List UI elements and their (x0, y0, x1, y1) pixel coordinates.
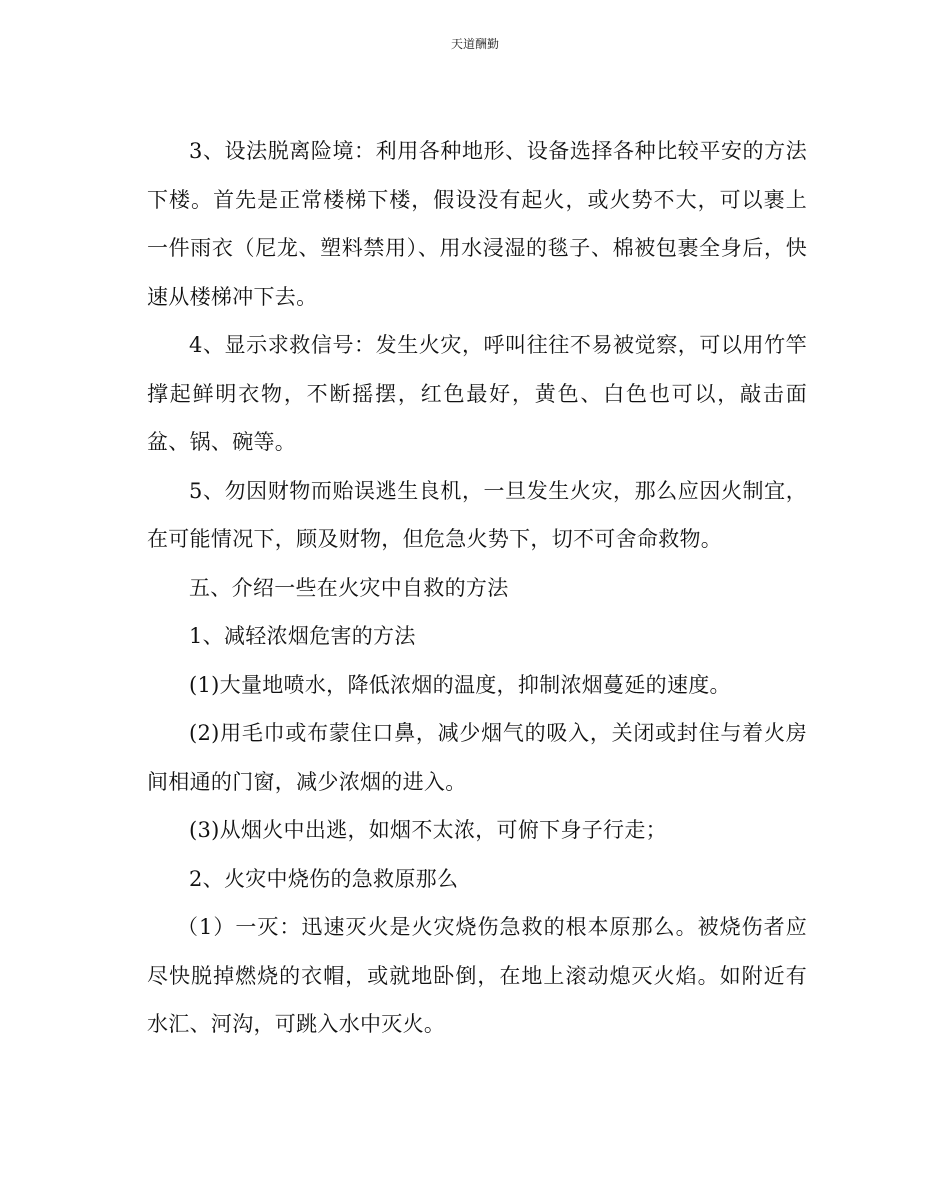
list-item-spray-water: (1)大量地喷水，降低浓烟的温度，抑制浓烟蔓延的速度。 (189, 672, 731, 697)
list-item-crouch-escape: (3)从烟火中出逃，如烟不太浓，可俯下身子行走； (189, 818, 667, 842)
subheading-burn-first-aid: 2、火灾中烧伤的急救原那么 (189, 866, 459, 891)
subheading-smoke-hazard: 1、减轻浓烟危害的方法 (189, 624, 416, 648)
section-heading-self-rescue: 五、介绍一些在火灾中自救的方法 (189, 575, 509, 600)
paragraph-property-warning: 5、勿因财物而贻误逃生良机，一旦发生火灾，那么应因火制宜，在可能情况下，顾及财物，但危急火势下，切不可舍命救物。 (147, 478, 807, 551)
list-item-cover-nose: (2)用毛巾或布蒙住口鼻，减少烟气的吸入，关闭或封住与着火房间相通的门窗，减少浓烟的进入。 (147, 721, 807, 794)
paragraph-rescue-signal: 4、显示求救信号：发生火灾，呼叫往往不易被觉察，可以用竹竿撑起鲜明衣物，不断摇摆，红色最好，黄色、白色也可以，敲击面盆、锅、碗等。 (147, 333, 807, 454)
document-body (147, 127, 807, 1049)
list-item-extinguish-fire: （1）一灭：迅速灭火是火灾烧伤急救的根本原那么。被烧伤者应尽快脱掉燃烧的衣帽，或就地卧倒，在地上滚动熄灭火焰。如附近有水汇、河沟，可跳入水中灭火。 (147, 915, 807, 1036)
page-header: 天道酬勤 (450, 37, 499, 51)
paragraph-escape-danger: 3、设法脱离险境：利用各种地形、设备选择各种比较平安的方法下楼。首先是正常楼梯下楼，假设没有起火，或火势不大，可以裹上一件雨衣（尼龙、塑料禁用）、用水浸湿的毯子、棉被包裹全身后，快速从楼梯冲下去。 (147, 139, 807, 309)
